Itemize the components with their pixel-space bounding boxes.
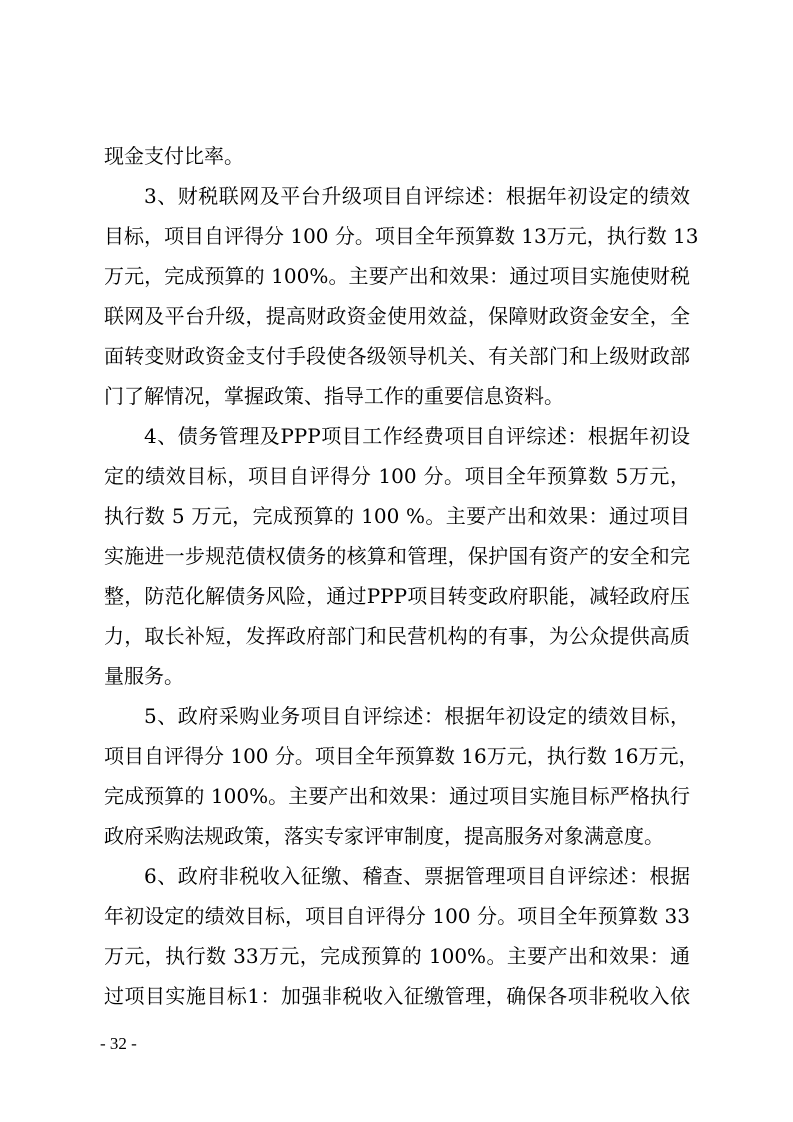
paragraph-line: 整，防范化解债务风险，通过PPP项目转变政府职能，减轻政府压	[104, 584, 690, 608]
paragraph-line: 量服务。	[104, 664, 184, 688]
paragraph-line: 实施进一步规范债权债务的核算和管理，保护国有资产的安全和完	[104, 544, 690, 568]
paragraph-line: 力，取长补短，发挥政府部门和民营机构的有事，为公众提供高质	[104, 624, 690, 648]
paragraph-line: 目标，项目自评得分 100 分。项目全年预算数 13万元，执行数 13	[104, 224, 699, 248]
paragraph-line: 门了解情况，掌握政策、指导工作的重要信息资料。	[104, 384, 564, 408]
paragraph-line: 联网及平台升级，提高财政资金使用效益，保障财政资金安全，全	[104, 304, 690, 328]
paragraph-line: 3、财税联网及平台升级项目自评综述：根据年初设定的绩效	[144, 184, 690, 208]
paragraph-line: 6、政府非税收入征缴、稽查、票据管理项目自评综述：根据	[144, 864, 690, 888]
paragraph-line: 完成预算的 100%。主要产出和效果：通过项目实施目标严格执行	[104, 784, 690, 808]
paragraph-line: 执行数 5 万元，完成预算的 100 %。主要产出和效果：通过项目	[104, 504, 690, 528]
page-number: - 32 -	[100, 1034, 137, 1053]
paragraph-line: 面转变财政资金支付手段使各级领导机关、有关部门和上级财政部	[104, 344, 690, 368]
paragraph-line: 万元，执行数 33万元，完成预算的 100%。主要产出和效果：通	[104, 944, 690, 968]
paragraph-line: 项目自评得分 100 分。项目全年预算数 16万元，执行数 16万元，	[104, 744, 699, 768]
paragraph-line: 政府采购法规政策，落实专家评审制度，提高服务对象满意度。	[104, 824, 664, 848]
paragraph-line: 定的绩效目标，项目自评得分 100 分。项目全年预算数 5万元，	[104, 464, 690, 488]
paragraph-line: 万元，完成预算的 100%。主要产出和效果：通过项目实施使财税	[104, 264, 690, 288]
paragraph-line: 4、债务管理及PPP项目工作经费项目自评综述：根据年初设	[144, 424, 690, 448]
paragraph-line: 5、政府采购业务项目自评综述：根据年初设定的绩效目标，	[144, 704, 690, 728]
paragraph-line: 现金支付比率。	[104, 144, 244, 168]
paragraph-line: 年初设定的绩效目标，项目自评得分 100 分。项目全年预算数 33	[104, 904, 690, 928]
paragraph-line: 过项目实施目标1：加强非税收入征缴管理，确保各项非税收入依	[104, 984, 690, 1008]
